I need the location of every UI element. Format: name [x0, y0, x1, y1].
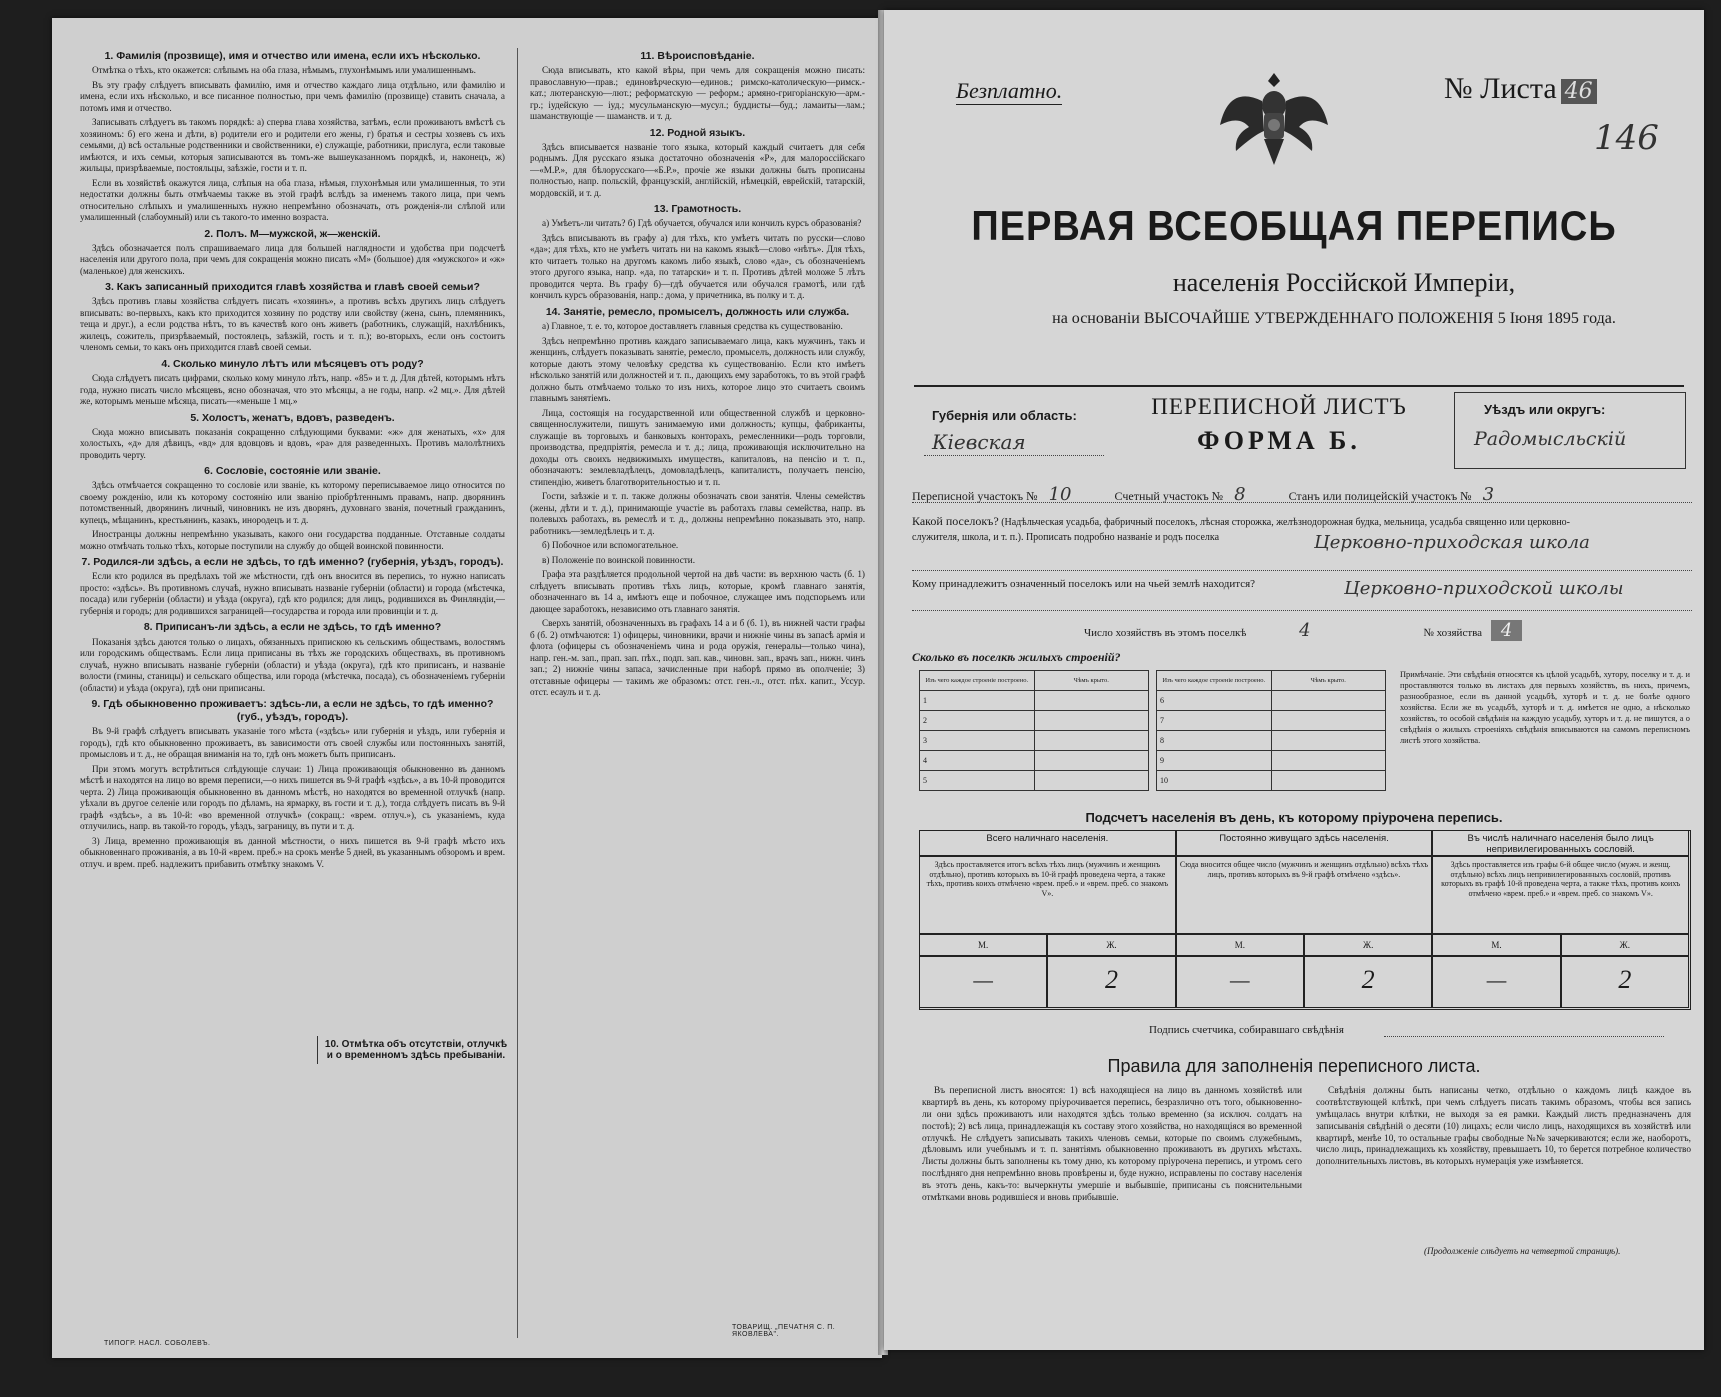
- instruction-heading: 2. Полъ. М—мужской, ж—женскій.: [204, 227, 381, 240]
- row-number: 4: [920, 751, 1035, 771]
- statute-line: на основаніи ВЫСОЧАЙШЕ УТВЕРЖДЕННАГО ПОЛОЖЕНІЯ 5 Іюня 1895 года.: [1052, 310, 1616, 327]
- table-row: [920, 771, 1149, 791]
- instruction-paragraph: Графа эта раздѣляется продольной чертой на двѣ части: въ верхнюю часть (б. 1) слѣдуетъ вписывать противъ тѣхъ лицъ, которые, кромѣ главнаго занятія, обозначеннаго въ 14 а, имѣютъ еще и побочное, служащее имъ подспорьемъ или дающее заработокъ, независимо отъ главнаго занятія.: [530, 569, 865, 614]
- footer-right: ТОВАРИЩ. „ПЕЧАТНЯ С. П. ЯКОВЛЕВА".: [732, 1324, 836, 1338]
- instruction-paragraph: Иностранцы должны непремѣнно указывать, какого они государства подданные. Отставные солдаты можно отмѣчать только тѣхъ, которые поступили на службу до общей воинской повинности.: [80, 529, 505, 551]
- households-row: [1084, 620, 1684, 641]
- row-cell: [1271, 751, 1386, 771]
- owner-value: Церковно-приходской школы: [1344, 578, 1624, 599]
- row-cell: [1271, 691, 1386, 711]
- signature-underline: [1384, 1036, 1664, 1037]
- count-section-label: Счетный участокъ №: [1114, 489, 1224, 503]
- household-number-label: № хозяйства: [1423, 627, 1483, 639]
- instruction-paragraph: Лица, состоящія на государственной или общественной службѣ и церковно-священнослужители, пишутъ занимаемую ими должность; купцы, фабриканты, служащіе въ торговыхъ и банковыхъ конторахъ, ремесленники—родъ торговли, производства, предпріятія, ремесла и т. д.; лица, проживающія исключительно на доходы отъ своихъ недвижимыхъ имуществъ, капиталовъ, на пенсію и т. п., обозначаютъ: землевладѣлецъ, домовладѣлецъ, капиталистъ, получаетъ пенсію, стипендію, живетъ благотворительностью и т. п.: [530, 407, 865, 487]
- right-page: [884, 10, 1704, 1350]
- household-number-value: 4: [1491, 620, 1522, 641]
- table-row: [1157, 771, 1386, 791]
- row-cell: [1034, 711, 1149, 731]
- row-number: 7: [1157, 711, 1272, 731]
- row-cell: [1034, 771, 1149, 791]
- count-column-header: Въ числѣ наличнаго населенія было лицъ непривилегированныхъ сословій.: [1432, 830, 1689, 856]
- table-row: [920, 731, 1149, 751]
- count-column-description: Здѣсь проставляется изъ графы 6-й общее число (мужч. и женщ. отдѣльно) всѣхъ лицъ непривилегированныхъ сословій, противъ которыхъ въ графѣ 10-й проведена черта, а также тѣхъ, противъ коихъ отмѣчено «врем. преб.» и «врем. преб. со знакомъ V».: [1432, 856, 1689, 934]
- rules-right-text: Свѣдѣнія должны быть написаны четко, отдѣльно о каждомъ лицѣ каждое въ соотвѣтствующей клѣткѣ, при чемъ слѣдуетъ писать такимъ образомъ, чтобы вся запись умѣщалась внутри клѣтки, не выходя за ея рамки. Каждый листъ предназначенъ для записыванія свѣдѣній о десяти (10) лицахъ; если число лицъ, находящихся въ хозяйствѣ или квартирѣ, менѣе 10, то остальные графы свободные №№ зачеркиваются; если же, наоборотъ, число лицъ, принадлежащихъ къ хозяйству, превышаетъ 10, то берется потребное количество дополнительныхъ листовъ, въ которыхъ нумерація уже измѣняется.: [1316, 1086, 1691, 1168]
- sheet-number-label: [1444, 72, 1597, 106]
- instruction-heading: 14. Занятіе, ремесло, промыселъ, должность или служба.: [545, 305, 850, 318]
- instruction-paragraph: Гости, заѣзжіе и т. п. также должны обозначать свои занятія. Члены семействъ (жены, дѣти и т. д.), принимающіе участіе въ работахъ главы семейства, напр. въ полевыхъ работахъ, въ ремеслѣ и т. д., должны непремѣнно показывать это, напр. работникъ—земледѣлецъ и т. д.: [530, 491, 865, 536]
- row-cell: [1271, 711, 1386, 731]
- row-cell: [1034, 691, 1149, 711]
- row-number: 8: [1157, 731, 1272, 751]
- count-section-value: 8: [1234, 484, 1246, 505]
- instruction-paragraph: в) Положеніе по воинской повинности.: [542, 554, 696, 565]
- left-page: [52, 18, 882, 1358]
- free-label: Безплатно.: [956, 78, 1063, 103]
- rules-left-text: Въ переписной листъ вносятся: 1) всѣ находящіеся на лицо въ данномъ хозяйствѣ или квартирѣ въ день, къ которому пріурочивается перепись, безразлично отъ того, обыкновенно-ли они здѣсь проживаютъ или находятся здѣсь только временно (за исключ. солдатъ на постоѣ); 2) всѣ лица, принадлежащія къ составу этого хозяйства, но находящіяся во временной отлучкѣ. Не слѣдуетъ записывать такихъ членовъ семьи, которые по своимъ служебнымъ, дѣловымъ или учебнымъ и т. п. занятіямъ обыкновенно проживаютъ въ другихъ мѣстахъ. Листы должны быть заполнены къ тому дню, къ которому пріурочена перепись, и утромъ сего послѣдняго дня непремѣнно вновь провѣрены и, буде нужно, исправлены по составу населенія въ этотъ день, какъ-то: вычеркнуты умершіе и выбывшіе, приписаны съ пояснительными отмѣтками вновь родившіеся и вновь прибывшіе.: [922, 1086, 1302, 1204]
- instruction-paragraph: Здѣсь отмѣчается сокращенно то сословіе или званіе, къ которому переписываемое лицо относится по своему рожденію, или къ которому состоянію или званію пріобрѣтеннымъ правамъ, напр. дворянинъ потомственный, дворянинъ личный, чиновникъ не изъ дворянъ, духовнаго званія, почетный гражданинъ, купецъ, мѣщанинъ, крестьянинъ, казакъ, инородецъ и т. д.: [80, 480, 505, 525]
- row-number: 5: [920, 771, 1035, 791]
- population-count-title: Подсчетъ населенія въ день, къ которому пріурочена перепись.: [1085, 810, 1503, 825]
- column-divider: [517, 48, 518, 1338]
- police-section-value: 3: [1482, 484, 1495, 505]
- province-label: Губернія или область:: [932, 408, 1077, 423]
- instruction-paragraph: 3) Лица, временно проживающія въ данной мѣстности, о нихъ пишется въ 9-й графѣ мѣсто ихъ обыкновеннаго проживанія, а въ 10-й «врем. преб.» на срокъ менѣе 5 дней, въ указаннымъ обзоромъ и врем. отлуч. и врем. преб. надлежитъ прибавить отмѣтку знакомъ V.: [80, 835, 505, 869]
- instruction-paragraph: Въ 9-й графѣ слѣдуетъ вписывать указаніе того мѣста («здѣсь» или губернія и уѣздъ, или губернія и городъ), гдѣ кто обыкновенно проживаетъ, въ зависимости отъ своей службы или постоянныхъ занятій, промысловъ и т. д., не обращая вниманія на то, гдѣ онъ можетъ быть приписанъ.: [80, 726, 505, 760]
- female-header: Ж.: [1561, 934, 1689, 956]
- instruction-paragraph: При этомъ могутъ встрѣтиться слѣдующіе случаи: 1) Лица проживающія обыкновенно въ данномъ мѣстѣ и находятся на лицо во время переписи,—о нихъ пишется въ 9-й графѣ «здѣсь», а въ 10-й проводится черта. 2) Лица проживающія обыкновенно въ данномъ мѣстѣ, но находятся во временной отлучкѣ (напр. уѣхали въ другое селеніе или городъ по дѣламъ, на ярмарку, въ гости и т. д.), тогда слѣдуетъ писать въ 9-й графѣ «здѣсь», а въ 10-й: «во временной отлучкѣ» (сокращ.: «врем. отлуч.»), съ указаніемъ, куда отлучились, напр. въ такой-то городъ, уѣздъ, заграницу, въ пути и т. д.: [80, 763, 505, 832]
- province-value: Кіевская: [932, 430, 1026, 454]
- buildings-table-left: [919, 670, 1149, 791]
- settlement-label: Какой поселокъ?: [912, 514, 999, 528]
- instruction-paragraph: Здѣсь вписывають въ графу а) для тѣхъ, кто умѣетъ читать по русски—слово «да»; для тѣхъ, кто не умѣетъ читать ни на какомъ языкѣ—слово «нѣтъ». Для тѣхъ, кто читаетъ только на другомъ какомъ либо языкѣ, слово «да», съ обозначеніемъ этого другого языка, напр. «да, по татарски» и т. п. Противъ дѣтей моложе 5 лѣтъ проводится черта. Въ графу б)—гдѣ обучается или обучался грамотѣ, или гдѣ кончилъ курсъ образованія, напр.: дома, у причетника, въ полку и т. д.: [530, 232, 865, 301]
- rules-title: Правила для заполненія переписного листа.: [1107, 1056, 1481, 1076]
- instruction-heading: 11. Вѣроисповѣданіе.: [640, 50, 755, 62]
- table-row: [1157, 751, 1386, 771]
- instruction-heading: 13. Грамотность.: [653, 203, 742, 216]
- table-row: [1157, 711, 1386, 731]
- signature-label: Подпись счетчика, собиравшаго свѣдѣнія: [1149, 1024, 1344, 1036]
- instruction-heading: 3. Какъ записанный приходится главѣ хозяйства и главѣ своей семьи?: [105, 281, 480, 294]
- instruction-paragraph: а) Умѣетъ-ли читать? б) Гдѣ обучается, обучался или кончилъ курсъ образованія?: [542, 218, 862, 229]
- row-number: 6: [1157, 691, 1272, 711]
- row-number: 10: [1157, 771, 1272, 791]
- table-header-cell: Изъ чего каждое строеніе построено.: [1157, 671, 1272, 691]
- instruction-paragraph: Здѣсь противъ главы хозяйства слѣдуетъ писать «хозяинъ», а противъ всѣхъ другихъ лицъ слѣдуетъ вписывать: во-первыхъ, какъ кто приходится хозяину по родству или свойству (жена, сынъ, племянникъ, теща и друг.), а если родства нѣтъ, то въ качествѣ кого онъ живетъ (работникъ, служащій, нахлѣбникъ, жилецъ, сожитель, призрѣваемый, постоялецъ, заѣзжій, гость и т. п.); во-вторыхъ, если онъ состоитъ членомъ семьи, то какъ онъ приходится главѣ своей семьи.: [80, 296, 505, 353]
- footer-left: ТИПОГР. НАСЛ. СОБОЛЕВЪ.: [104, 1340, 211, 1347]
- instruction-paragraph: а) Главное, т. е. то, которое доставляетъ главныя средства къ существованію.: [542, 321, 843, 331]
- form-letter: ФОРМА Б.: [1197, 426, 1361, 455]
- instruction-paragraph: Сюда вписывать, кто какой вѣры, при чемъ для сокращенія можно писать: православную—прав.; единовѣрческую—единов.; римско-католическую—римск.-кат.; лютеранскую—лют.; реформатскую — реформ.; армяно-григоріанскую—арм.-гр.; іудейскую — іуд.; мусульманскую—мусул.; буддисты—буд.; ламаиты—лам.; шаманствующіе — шаманств. и т. д.: [530, 65, 865, 122]
- row-number: 9: [1157, 751, 1272, 771]
- female-count: 2: [1304, 956, 1432, 1008]
- instruction-heading: 5. Холостъ, женатъ, вдовъ, разведенъ.: [190, 411, 395, 424]
- female-header: Ж.: [1304, 934, 1432, 956]
- row-number: 2: [920, 711, 1035, 731]
- instruction-paragraph: Сюда можно вписывать показанія сокращенно слѣдующими буквами: «ж» для женатыхъ, «х» для холостыхъ, «д» для дѣвицъ, «вд» для вдовцовъ и вдовъ, «ра» для разведенныхъ. Противъ малолѣтнихъ проводить черту.: [80, 426, 505, 460]
- settlement-value: Церковно-приходская школа: [1314, 532, 1590, 553]
- instruction-paragraph: Показанія здѣсь даются только о лицахъ, обязанныхъ припискою къ сельскимъ обществамъ, волостямъ или городскимъ обществамъ. Если лица приписаны въ тѣхъ же городскихъ обществахъ, въ противномъ случаѣ, нужно вписывать названіе губерніи (области) и уѣзда (округа), гдѣ кто приписанъ, и названіе волости (гмины, станицы) и сельскаго общества, или города (мѣстечка, посада), съ обозначеніемъ губерніи (области) и уѣзда (округа), гдѣ они приписаны.: [80, 636, 505, 693]
- count-column-header: Постоянно живущаго здѣсь населенія.: [1176, 830, 1433, 856]
- table-row: [1157, 691, 1386, 711]
- settlement-underline: [912, 570, 1692, 571]
- instruction-paragraph: Отмѣтка о тѣхъ, кто окажется: слѣпымъ на оба глаза, нѣмымъ, глухонѣмымъ или умалишеннымъ.: [92, 65, 476, 76]
- instruction-paragraph: Въ эту графу слѣдуетъ вписывать фамилію, имя и отчество каждаго лица отдѣльно, или фамилію и имена, если ихъ нѣсколько, и все писанное полностью, при чемъ фамилію (прозвище) ставить сначала, а потомъ имя и отчество.: [80, 79, 505, 113]
- buildings-note: Примѣчаніе. Эти свѣдѣнія относятся къ цѣлой усадьбѣ, хутору, поселку и т. д. и проставляются только въ листахъ для первыхъ хозяйствъ, въ нихъ, причемъ, разнообразное, если въ данной усадьбѣ, хуторѣ и т. д. не болѣе одного хозяйства. Если же въ усадьбѣ, хуторѣ и т. д. имѣется не одно, а нѣсколько хозяйствъ, то особой свѣдѣнія на каждую усадьбу, хуторъ и т. д. не пишутся, а о свѣдѣнія о жилыхъ строеніяхъ свѣдѣнія вписываются на самомъ переписномъ листѣ этого хозяйства.: [1400, 670, 1690, 745]
- census-section-label: Переписной участокъ №: [912, 489, 1038, 503]
- settlement-note: (Надѣльческая усадьба, фабричный поселокъ, лѣсная сторожка, желѣзнодорожная будка, мельница, усадьба священно или церковно-служителя, школа, и т. п.). Прописать подробно названіе и родъ поселка: [912, 517, 1571, 543]
- instruction-paragraph: Записывать слѣдуетъ въ такомъ порядкѣ: а) сперва глава хозяйства, затѣмъ, если проживаютъ вмѣстѣ съ хозяиномъ: б) его жена и дѣти, в) родители его и родители его жены, г) братья и сестры хозяевъ съ ихъ семьями, д) всѣ остальные родственники и свойственники, е) служащіе, работники, прислуга, если таковые имѣются, и ихъ семьи, которыя записываются въ томъ-же вышеуказанномъ порядкѣ, и, наконецъ, ж) жильцы, призрѣваемые, постояльцы, заѣзжіе, гости и т. п.: [80, 117, 505, 174]
- table-row: [920, 711, 1149, 731]
- owner-label: Кому принадлежитъ означенный поселокъ или на чьей землѣ находится?: [912, 578, 1256, 590]
- row-cell: [1034, 731, 1149, 751]
- row-cell: [1271, 771, 1386, 791]
- archive-stamp-number: 146: [1594, 118, 1659, 158]
- instruction-paragraph: Если кто родился въ предѣлахъ той же мѣстности, гдѣ онъ вносится въ перепись, то нужно написать просто: «здѣсь». Въ противномъ случаѣ, нужно вписывать названіе губерніи (области) и города (мѣстечка, посада) или губерніи (области) и уѣзда (округа), гдѣ кто родился; для лицъ, родившихся въ Финляндіи,—губернія и городъ; для родившихся заграницей—государства и города или провинціи и т. д.: [80, 571, 505, 616]
- row-number: 1: [920, 691, 1035, 711]
- instruction-paragraph: Сверхъ занятій, обозначенныхъ въ графахъ 14 а и б (б. 1), въ нижней части графы б (б. 2) отмѣчаются: 1) офицеры, чиновники, врачи и нижніе чины въ запасѣ армія и флота (офицеры съ обозначеніемъ чина и рода оружія, генералы—только чина), напр. ген.-м. зап., прап. зап. пѣх., подп. зап. кав., чиновн. зап., врачъ зап., нижн. чинъ зап.; 2) нижніе чины запаса, зачисленные при наборѣ прямо въ ополченіе; 3) отставные офицеры — такимъ же образомъ: отст. ген.-л., отст. пѣх. капит., Уссур. отст. есаулъ и т. д.: [530, 618, 865, 697]
- box-10-heading: 10. Отмѣтка объ отсутствіи, отлучкѣ и о временномъ здѣсь пребываніи.: [317, 1036, 514, 1064]
- district-value: Радомысльскій: [1474, 428, 1627, 450]
- instruction-heading: 6. Сословіе, состояніе или званіе.: [204, 465, 381, 478]
- instruction-paragraph: Сюда слѣдуетъ писать цифрами, сколько кому минуло лѣтъ, напр. «85» и т. д. Для дѣтей, которымъ нѣтъ года, нужно писать число мѣсяцевъ, ясно обозначая, что это мѣсяцы, а не годы, напр. «2 мц.». Для дѣтей же, которымъ меньше мѣсяца, писать—«меньше 1 мц.»: [80, 373, 505, 406]
- male-header: М.: [919, 934, 1047, 956]
- male-count: —: [1176, 956, 1304, 1008]
- instruction-heading: 7. Родился-ли здѣсь, а если не здѣсь, то гдѣ именно? (губернія, уѣздъ, городъ).: [81, 556, 504, 569]
- row-cell: [1271, 731, 1386, 751]
- male-count: —: [919, 956, 1047, 1008]
- instruction-paragraph: Здѣсь вписывается названіе того языка, который каждый считаетъ для себя роднымъ. Для русскаго языка достаточно обозначенія «Р», для малороссійскаго—«М.Р.», для бѣлорусскаго—«Б.Р.», прочіе же языки должны быть прописаны полностью, напр. польскій, французскій, англійскій, нѣмецкій, еврейскій, татарскій, мордовскій, и т. д.: [530, 141, 865, 198]
- police-section-label: Станъ или полицейскій участокъ №: [1288, 489, 1472, 503]
- instruction-paragraph: Здѣсь обозначается полъ спрашиваемаго лица для большей наглядности и удобства при подсчетѣ населенія или другого пола, при чемъ для сокращенія можно писать «М» (большое) для «мужского» и «ж» (маленькое) для женскихъ.: [80, 242, 505, 276]
- male-count: —: [1432, 956, 1560, 1008]
- sheet-number-value: 46: [1561, 79, 1597, 104]
- table-row: [920, 691, 1149, 711]
- instruction-heading: 12. Родной языкъ.: [649, 126, 746, 139]
- instruction-paragraph: Если въ хозяйствѣ окажутся лица, слѣпыя на оба глаза, нѣмыя, глухонѣмыя или умалишенныя, то эти недостатки должны быть отмѣчаемы также въ этой графѣ вслѣдъ за именемъ такого лица, при чемъ относительно слѣпыхъ и умалишенныхъ нужно непремѣнно обозначать, отъ рожденія-ли слѣпой или умалишенный (слабоумный) или съ такого-то именно возраста.: [80, 177, 505, 223]
- continuation-note: (Продолженіе слѣдуетъ на четвертой страницѣ).: [1424, 1246, 1621, 1256]
- district-label: Уѣздъ или округъ:: [1484, 402, 1606, 417]
- sheet-number-text: № Листа: [1444, 72, 1557, 105]
- count-column-description: Сюда вносится общее число (мужчинъ и женщинъ отдѣльно) всѣхъ тѣхъ лицъ, противъ которыхъ въ 9-й графѣ отмѣчено «здѣсь».: [1176, 856, 1433, 934]
- buildings-label: Сколько въ поселкѣ жилыхъ строеній?: [912, 650, 1121, 664]
- form-title: ПЕРЕПИСНОЙ ЛИСТЪ: [1151, 394, 1407, 419]
- row-cell: [1034, 751, 1149, 771]
- province-underline: [924, 455, 1104, 456]
- table-header-cell: Чѣмъ крыто.: [1034, 671, 1149, 691]
- table-header-cell: Чѣмъ крыто.: [1271, 671, 1386, 691]
- row-number: 3: [920, 731, 1035, 751]
- instruction-paragraph: б) Побочное или вспомогательное.: [542, 540, 679, 550]
- female-header: Ж.: [1047, 934, 1175, 956]
- instructions-column-1: [80, 46, 505, 1336]
- table-row: [920, 751, 1149, 771]
- table-row: [1157, 731, 1386, 751]
- buildings-table-right: [1156, 670, 1386, 791]
- female-count: 2: [1561, 956, 1689, 1008]
- instruction-paragraph: Здѣсь непремѣнно противъ каждаго записываемаго лица, какъ мужчинъ, такъ и женщинъ, слѣдуетъ показывать занятіе, ремесло, промыселъ, должность или службу, которые даютъ этому человѣку средства къ существованію. Если кто имѣетъ нѣсколько занятій или должностей и т. п., дающихъ ему заработокъ, то въ этой графѣ должно быть отмѣчаемо только то изъ нихъ, которое лицо это считаетъ своимъ главнымъ занятіемъ.: [530, 335, 865, 403]
- male-header: М.: [1176, 934, 1304, 956]
- female-count: 2: [1047, 956, 1175, 1008]
- instruction-heading: 4. Сколько минуло лѣтъ или мѣсяцевъ отъ роду?: [161, 357, 424, 370]
- main-title: ПЕРВАЯ ВСЕОБЩАЯ ПЕРЕПИСЬ: [971, 203, 1617, 251]
- instruction-heading: 9. Гдѣ обыкновенно проживаетъ: здѣсь-ли, а если не здѣсь, то гдѣ именно? (губ., уѣздъ, городъ).: [91, 698, 494, 724]
- instructions-column-2: [530, 46, 865, 1336]
- instruction-heading: 8. Приписанъ-ли здѣсь, а если не здѣсь, то гдѣ именно?: [143, 621, 442, 634]
- census-section-value: 10: [1048, 484, 1072, 505]
- table-header-cell: Изъ чего каждое строеніе построено.: [920, 671, 1035, 691]
- instruction-heading: 1. Фамилія (прозвище), имя и отчество или имена, если ихъ нѣсколько.: [104, 50, 481, 62]
- count-column-description: Здѣсь проставляется итогъ всѣхъ тѣхъ лицъ (мужчинъ и женщинъ отдѣльно), противъ которыхъ въ 10-й графѣ проведена черта, а также тѣхъ, противъ коихъ отмѣчено «врем. преб.» и «врем. преб. со знакомъ V».: [919, 856, 1176, 934]
- households-label: Число хозяйствъ въ этомъ поселкѣ: [1084, 627, 1247, 639]
- section-underline: [912, 502, 1692, 503]
- imperial-eagle-icon: [1214, 65, 1334, 175]
- subtitle: населенія Россійской Имперіи,: [1172, 268, 1516, 297]
- count-column-header: Всего наличнаго населенія.: [919, 830, 1176, 856]
- owner-underline: [912, 610, 1692, 611]
- male-header: М.: [1432, 934, 1560, 956]
- households-value: 4: [1299, 620, 1311, 641]
